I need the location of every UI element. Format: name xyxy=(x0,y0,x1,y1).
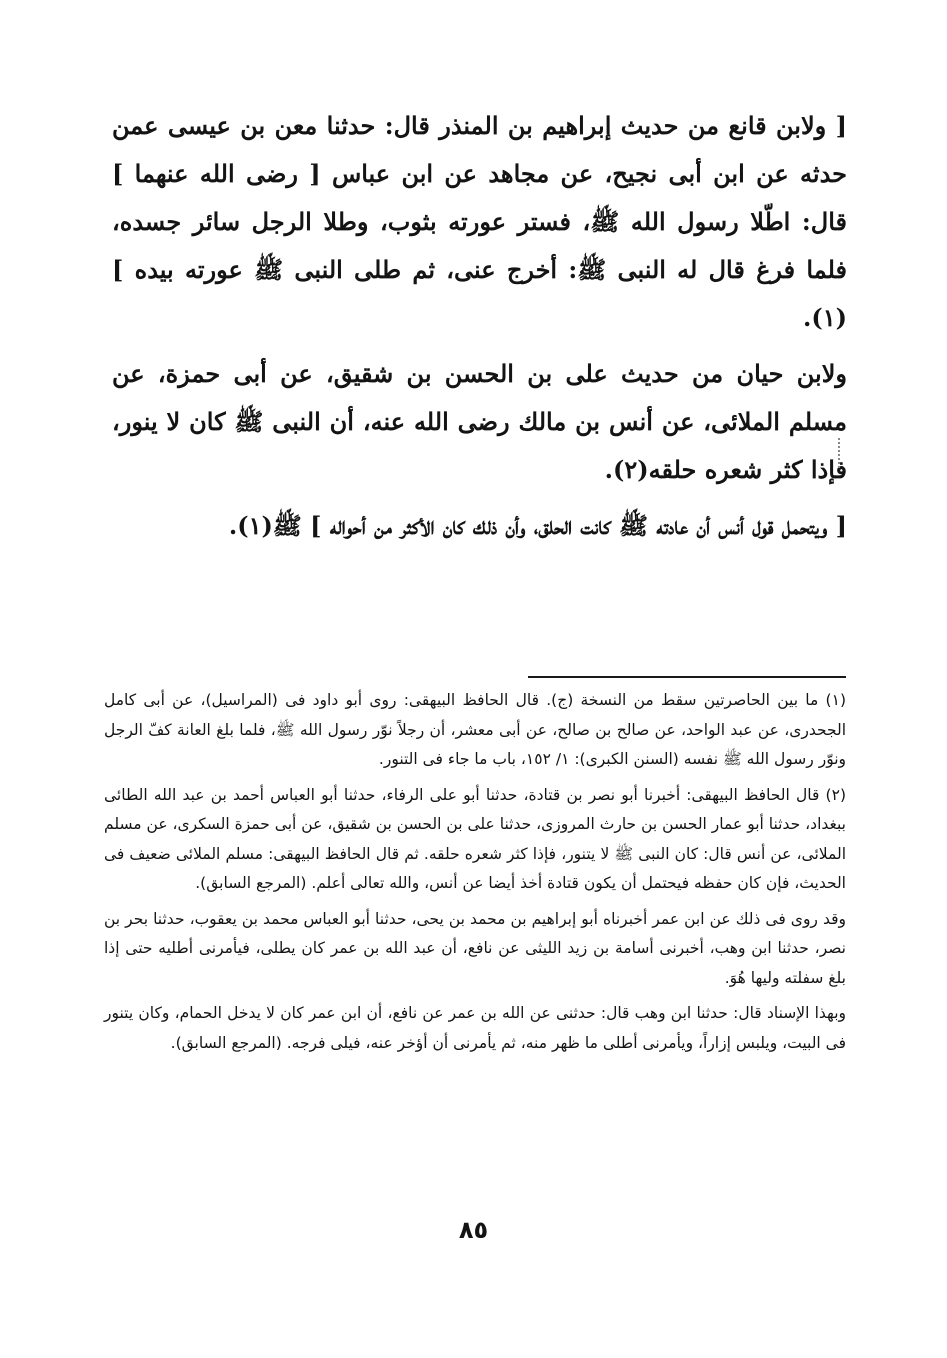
footnote-separator xyxy=(528,676,846,678)
margin-mark xyxy=(838,438,843,468)
footnote-2-continuation-a: وقد روى فى ذلك عن ابن عمر أخبرناه أبو إبراهيم بن محمد بن يحى، حدثنا أبو العباس محمد بن يعقوب، حدثنا بحر بن نصر، حدثنا ابن وهب، أخبرنى أسامة بن زيد الليثى عن نافع، أن عبد الله بن عمر كان يطلى، فيأمرنى أطليه حتى إذا بلغ سفلته وليها هُوَ. xyxy=(104,909,846,987)
footnote-1: (١) ما بين الحاصرتين سقط من النسخة (ج). قال الحافظ البيهقى: روى أبو داود فى (المراسيل)، عن أبى كامل الجحدرى، عن عبد الواحد، عن صالح بن صالح، عن أبى معشر، أن رجلاً نوّر رسول الله ﷺ، فلما بلغ العانة كفّ الرجل ونوّر رسول الله ﷺ نفسه (السنن الكبرى): ١/ ١٥٢، باب ما جاء فى التنور. xyxy=(104,691,846,768)
footnote-2: (٢) قال الحافظ البيهقى: أخبرنا أبو نصر بن قتادة، حدثنا أبو على الرفاء، حدثنا أبو العباس أحمد بن عبد الله الطائى ببغداد، حدثنا أبو عمار الحسن بن حارث المروزى، حدثنا على بن الحسن بن شقيق، عن أبى حمزة السكرى، عن مسلم الملائى، عن أنس قال: كان النبى ﷺ لا يتنور، فإذا كثر شعره حلقه. ثم قال الحافظ البيهقى: مسلم الملائى ضعيف فى الحديث، فإن كان حفظه فيحتمل أن يكون قتادة أخذ أيضا عن أنس، والله تعالى أعلم. (المرجع السابق). xyxy=(104,785,846,892)
main-paragraph-2: ولابن حيان من حديث على بن الحسن بن شقيق، عن أبى حمزة، عن مسلم الملائى، عن أنس بن مالك رضى الله عنه، أن النبى ﷺ كان لا ينور، فإذا كثر شعره حلقه(٢). xyxy=(112,359,847,484)
page-number: ٨٥ xyxy=(458,1216,489,1244)
main-paragraph-3: [ ويتحمل قول أنس أن عادته ﷺ كانت الحلق، وأن ذلك كان الأكثر من أحواله ] ﷺ(١). xyxy=(228,511,847,540)
main-paragraph-1: [ ولابن قانع من حديث إبراهيم بن المنذر قال: حدثنا معن بن عيسى عمن حدثه عن ابن أبى نجيح، عن مجاهد عن ابن عباس [ رضى الله عنهما ] قال: اطّلا رسول الله ﷺ، فستر عورته بثوب، وطلا الرجل سائر جسده، فلما فرغ قال له النبى ﷺ: أخرج عنى، ثم طلى النبى ﷺ عورته بيده ](١). xyxy=(112,111,847,332)
footnotes xyxy=(104,686,846,1064)
main-text xyxy=(112,102,847,558)
footnote-2-continuation-b: وبهذا الإسناد قال: حدثنا ابن وهب قال: حدثنى عن الله بن عمر عن نافع، أن ابن عمر كان لا يدخل الحمام، وكان يتنور فى البيت، ويلبس إزاراً، ويأمرنى أطلى ما ظهر منه، ثم يأمرنى أن أؤخر عنه، فيلى فرجه. (المرجع السابق). xyxy=(104,1004,846,1052)
